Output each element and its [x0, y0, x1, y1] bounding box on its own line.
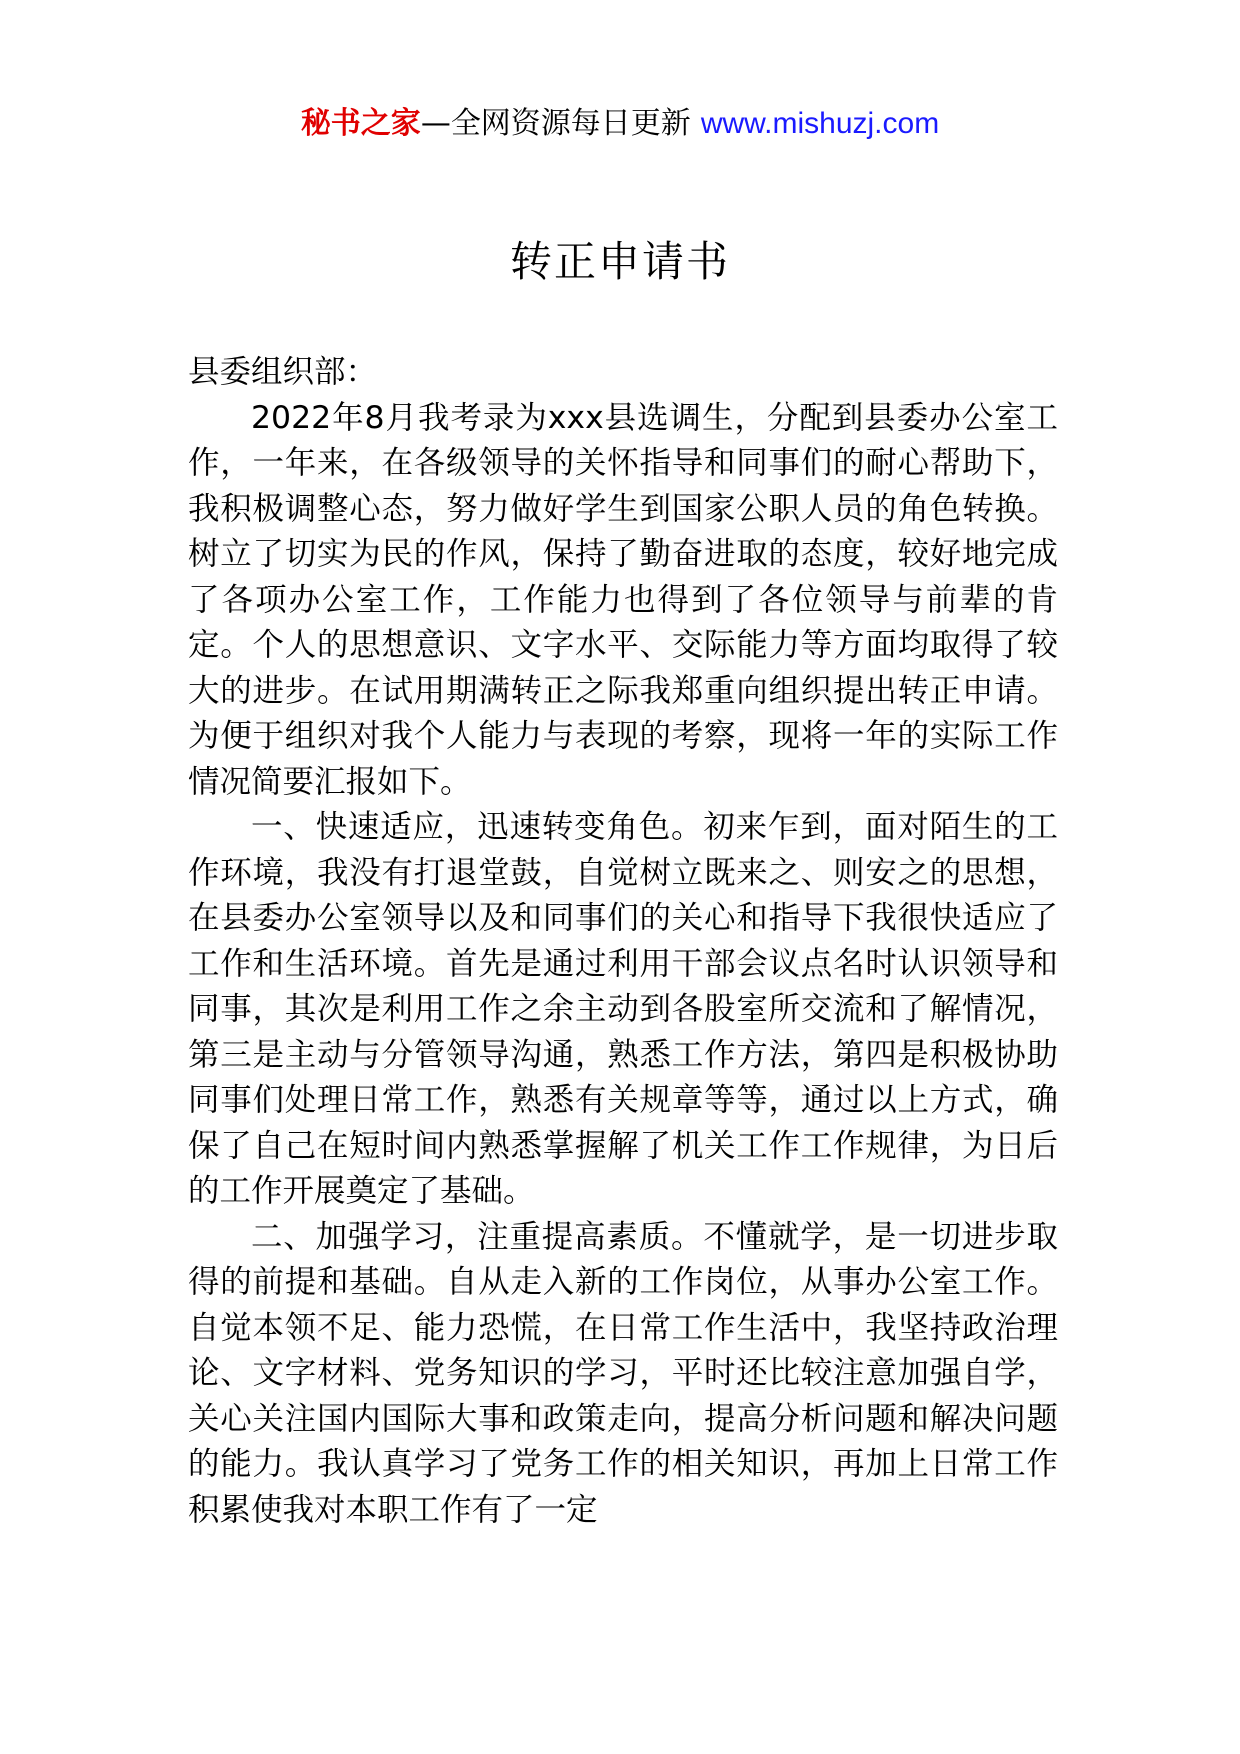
paragraph-intro: [188, 396, 1058, 806]
paragraph-text: 2022年8月我考录为xxx县选调生，分配到县委办公室工作，一年来，在各级领导的关怀指导和同事们的耐心帮助下，我积极调整心态，努力做好学生到国家公职人员的角色转换。树立了切实为民的作风，保持了勤奋进取的态度，较好地完成了各项办公室工作，工作能力也得到了各位领导与前辈的肯定。个人的思想意识、文字水平、交际能力等方面均取得了较大的进步。在试用期满转正之际我郑重向组织提出转正申请。为便于组织对我个人能力与表现的考察，现将一年的实际工作情况简要汇报如下。: [188, 399, 1058, 800]
paragraph-text: 不懂就学，是一切进步取得的前提和基础。自从走入新的工作岗位，从事办公室工作。自觉本领不足、能力恐慌，在日常工作生活中，我坚持政治理论、文字材料、党务知识的学习，平时还比较注意加强自学，关心关注国内国际大事和政策走向，提高分析问题和解决问题的能力。我认真学习了党务工作的相关知识，再加上日常工作积累使我对本职工作有了一定: [188, 1218, 1058, 1528]
salutation: 县委组织部：: [188, 354, 378, 390]
document-body: [188, 350, 1058, 1533]
brand-name: 秘书之家: [300, 106, 421, 141]
site-url-link[interactable]: www.mishuzj.com: [700, 107, 940, 140]
site-header: [0, 100, 1240, 148]
site-tagline: —全网资源每日更新: [420, 106, 691, 141]
paragraph-section-1: [188, 805, 1058, 1215]
section-heading: 一、快速适应，迅速转变角色。: [251, 809, 704, 845]
document-title: 转正申请书: [509, 237, 730, 286]
paragraph-text: 初来乍到，面对陌生的工作环境，我没有打退堂鼓，自觉树立既来之、则安之的思想，在县委办公室领导以及和同事们的关心和指导下我很快适应了工作和生活环境。首先是通过利用干部会议点名时认识领导和同事，其次是利用工作之余主动到各股室所交流和了解情况，第三是主动与分管领导沟通，熟悉工作方法，第四是积极协助同事们处理日常工作，熟悉有关规章等等，通过以上方式，确保了自己在短时间内熟悉掌握解了机关工作工作规律，为日后的工作开展奠定了基础。: [188, 809, 1058, 1209]
section-heading: 二、加强学习，注重提高素质。: [251, 1218, 704, 1255]
paragraph-section-2: [188, 1215, 1058, 1534]
